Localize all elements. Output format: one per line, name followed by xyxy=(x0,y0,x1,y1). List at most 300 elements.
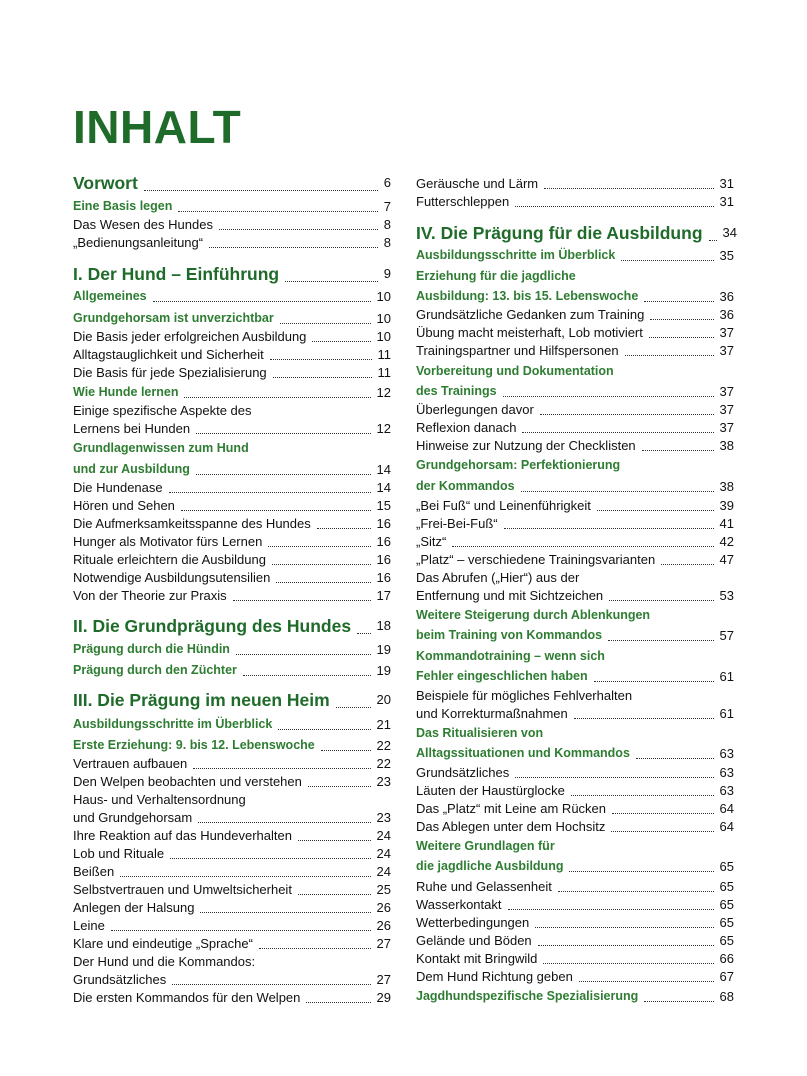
toc-page-number: 10 xyxy=(376,289,391,304)
dot-leader xyxy=(515,206,713,207)
dot-leader xyxy=(298,840,371,841)
dot-leader xyxy=(178,211,377,212)
toc-entry-title: Alltagssituationen und Kommandos xyxy=(416,746,630,760)
toc-page-number: 37 xyxy=(719,420,734,435)
dot-leader xyxy=(312,341,370,342)
toc-page-number: 42 xyxy=(719,534,734,549)
toc-entry[interactable] xyxy=(73,755,391,772)
dot-leader xyxy=(268,546,370,547)
dot-leader xyxy=(661,564,713,565)
toc-entry-title: und Grundgehorsam xyxy=(73,810,193,825)
toc-page-number: 14 xyxy=(376,480,391,495)
dot-leader xyxy=(233,600,371,601)
dot-leader xyxy=(200,912,370,913)
toc-page-number: 65 xyxy=(719,915,734,930)
toc-entry[interactable] xyxy=(416,764,734,781)
toc-page-number: 57 xyxy=(719,628,734,643)
toc-section-entry[interactable] xyxy=(73,440,391,457)
dot-leader xyxy=(538,945,714,946)
dot-leader xyxy=(169,492,371,493)
toc-chapter-entry[interactable] xyxy=(416,222,737,244)
toc-entry-title: Kommandotraining – wenn sich xyxy=(416,649,605,663)
dot-leader xyxy=(543,963,713,964)
toc-entry-title: Geräusche und Lärm xyxy=(416,176,539,191)
dot-leader xyxy=(574,718,714,719)
toc-page-number: 21 xyxy=(376,717,391,732)
dot-leader xyxy=(285,281,378,282)
dot-leader xyxy=(196,474,371,475)
toc-entry-title: Prägung durch die Hündin xyxy=(73,642,230,656)
toc-entry-title: Das Ablegen unter dem Hochsitz xyxy=(416,819,606,834)
dot-leader xyxy=(521,491,714,492)
toc-page-number: 24 xyxy=(376,846,391,861)
toc-section-entry[interactable] xyxy=(416,363,734,380)
toc-entry-title: des Trainings xyxy=(416,384,497,398)
toc-section-entry[interactable] xyxy=(73,310,391,327)
toc-entry[interactable] xyxy=(73,971,391,988)
dot-leader xyxy=(172,984,370,985)
dot-leader xyxy=(198,822,370,823)
toc-entry[interactable] xyxy=(416,950,734,967)
toc-page-number: 35 xyxy=(719,248,734,263)
dot-leader xyxy=(298,894,371,895)
toc-entry-title: Fehler eingeschlichen haben xyxy=(416,669,588,683)
dot-leader xyxy=(522,432,713,433)
toc-entry[interactable] xyxy=(416,818,734,835)
toc-section-entry[interactable] xyxy=(416,383,734,400)
dot-leader xyxy=(503,396,714,397)
toc-section-entry[interactable] xyxy=(73,641,391,658)
toc-entry[interactable] xyxy=(416,705,734,722)
toc-entry[interactable] xyxy=(73,364,391,381)
toc-entry-title: Hunger als Motivator fürs Lernen xyxy=(73,534,263,549)
dot-leader xyxy=(243,675,371,676)
toc-section-entry[interactable] xyxy=(416,988,734,1005)
dot-leader xyxy=(308,786,371,787)
toc-page-number: 24 xyxy=(376,864,391,879)
toc-entry-title: Der Hund und die Kommandos: xyxy=(73,954,256,969)
toc-entry[interactable] xyxy=(416,437,734,454)
toc-entry[interactable] xyxy=(73,497,391,514)
toc-chapter-entry[interactable] xyxy=(73,172,391,194)
toc-page-number: 19 xyxy=(376,663,391,678)
toc-entry-title: Alltagstauglichkeit und Sicherheit xyxy=(73,347,264,362)
toc-section-entry[interactable] xyxy=(416,627,734,644)
toc-entry-title: der Kommandos xyxy=(416,479,515,493)
toc-page-number: 65 xyxy=(719,859,734,874)
toc-page-number: 22 xyxy=(376,738,391,753)
toc-entry-title: Allgemeines xyxy=(73,289,147,303)
toc-entry[interactable] xyxy=(73,533,391,550)
toc-page-number: 29 xyxy=(376,990,391,1005)
toc-page-number: 16 xyxy=(376,516,391,531)
dot-leader xyxy=(193,768,370,769)
toc-entry[interactable] xyxy=(416,587,734,604)
toc-section-entry[interactable] xyxy=(73,384,391,401)
dot-leader xyxy=(597,510,714,511)
toc-page-number: 38 xyxy=(719,479,734,494)
toc-page-number: 16 xyxy=(376,570,391,585)
toc-page-number: 10 xyxy=(376,329,391,344)
dot-leader xyxy=(196,433,370,434)
toc-entry[interactable] xyxy=(73,935,391,952)
toc-entry[interactable] xyxy=(73,827,391,844)
toc-entry-title: „Sitz“ xyxy=(416,534,447,549)
toc-entry-title: Vorwort xyxy=(73,173,138,193)
toc-entry-title: Prägung durch den Züchter xyxy=(73,663,237,677)
toc-entry[interactable] xyxy=(73,773,391,790)
toc-entry-title: Das „Platz“ mit Leine am Rücken xyxy=(416,801,607,816)
dot-leader xyxy=(270,359,372,360)
toc-page-number: 23 xyxy=(376,774,391,789)
dot-leader xyxy=(642,450,714,451)
toc-entry[interactable] xyxy=(73,479,391,496)
toc-page-number: 26 xyxy=(376,918,391,933)
toc-entry[interactable] xyxy=(416,687,734,704)
toc-entry-title: Weitere Steigerung durch Ablenkungen xyxy=(416,608,651,622)
dot-leader xyxy=(120,876,370,877)
toc-entry-title: Notwendige Ausbildungsutensilien xyxy=(73,570,271,585)
toc-section-entry[interactable] xyxy=(416,247,734,264)
toc-entry-title: Einige spezifische Aspekte des xyxy=(73,403,252,418)
toc-entry-title: Überlegungen davor xyxy=(416,402,534,417)
toc-page-number: 65 xyxy=(719,897,734,912)
toc-page-number: 8 xyxy=(383,217,391,232)
toc-entry-title: Anlegen der Halsung xyxy=(73,900,195,915)
toc-entry[interactable] xyxy=(73,346,391,363)
toc-entry-title: Erste Erziehung: 9. bis 12. Lebenswoche xyxy=(73,738,315,752)
toc-page-number: 61 xyxy=(719,706,734,721)
toc-page-number: 36 xyxy=(719,307,734,322)
toc-page-number: 65 xyxy=(719,879,734,894)
toc-entry[interactable] xyxy=(416,800,734,817)
toc-section-entry[interactable] xyxy=(416,745,734,762)
dot-leader xyxy=(452,546,713,547)
dot-leader xyxy=(650,319,713,320)
toc-section-entry[interactable] xyxy=(416,607,734,624)
toc-entry[interactable] xyxy=(416,896,734,913)
toc-page-number: 27 xyxy=(376,972,391,987)
toc-entry-title: Läuten der Haustürglocke xyxy=(416,783,565,798)
toc-entry-title: Hören und Sehen xyxy=(73,498,175,513)
dot-leader xyxy=(594,681,714,682)
toc-entry[interactable] xyxy=(73,809,391,826)
toc-page-number: 68 xyxy=(719,989,734,1004)
toc-entry[interactable] xyxy=(73,587,391,604)
toc-page-number: 64 xyxy=(719,801,734,816)
toc-entry-title: Eine Basis legen xyxy=(73,199,173,213)
toc-page-number: 65 xyxy=(719,933,734,948)
toc-section-entry[interactable] xyxy=(416,838,734,855)
dot-leader xyxy=(259,948,371,949)
dot-leader xyxy=(621,260,713,261)
toc-page-number: 16 xyxy=(376,552,391,567)
dot-leader xyxy=(611,831,713,832)
toc-entry-title: Hinweise zur Nutzung der Checklisten xyxy=(416,438,636,453)
toc-page-number: 36 xyxy=(719,289,734,304)
toc-page-number: 25 xyxy=(376,882,391,897)
toc-entry-title: Reflexion danach xyxy=(416,420,517,435)
toc-entry[interactable] xyxy=(416,175,734,192)
dot-leader xyxy=(209,247,378,248)
toc-entry[interactable] xyxy=(416,932,734,949)
toc-page-number: 64 xyxy=(719,819,734,834)
toc-entry-title: Vorbereitung und Dokumentation xyxy=(416,364,614,378)
toc-section-entry[interactable] xyxy=(416,457,734,474)
toc-entry[interactable] xyxy=(73,551,391,568)
toc-entry[interactable] xyxy=(73,917,391,934)
toc-page-number: 34 xyxy=(722,225,737,240)
toc-entry[interactable] xyxy=(73,863,391,880)
toc-entry[interactable] xyxy=(73,899,391,916)
toc-entry-title: Beispiele für mögliches Fehlverhalten xyxy=(416,688,633,703)
toc-entry[interactable] xyxy=(73,953,391,970)
toc-entry[interactable] xyxy=(73,234,391,251)
toc-entry[interactable] xyxy=(73,216,391,233)
toc-entry-title: Das Abrufen („Hier“) aus der xyxy=(416,570,580,585)
dot-leader xyxy=(153,301,371,302)
toc-entry-title: Grundlagenwissen zum Hund xyxy=(73,441,249,455)
toc-entry-title: Beißen xyxy=(73,864,115,879)
toc-entry-title: „Platz“ – verschiedene Trainingsvarianten xyxy=(416,552,656,567)
toc-page-number: 37 xyxy=(719,325,734,340)
dot-leader xyxy=(571,795,714,796)
toc-entry[interactable] xyxy=(73,420,391,437)
toc-entry-title: Haus- und Verhaltensordnung xyxy=(73,792,246,807)
toc-entry-title: Ruhe und Gelassenheit xyxy=(416,879,552,894)
toc-chapter-entry[interactable] xyxy=(73,615,391,637)
toc-page-number: 12 xyxy=(376,421,391,436)
toc-entry-title: Vertrauen aufbauen xyxy=(73,756,188,771)
toc-page-number: 37 xyxy=(719,402,734,417)
toc-entry-title: I. Der Hund – Einführung xyxy=(73,264,280,284)
toc-entry[interactable] xyxy=(416,569,734,586)
dot-leader xyxy=(170,858,370,859)
toc-entry-title: Die Aufmerksamkeitsspanne des Hundes xyxy=(73,516,311,531)
dot-leader xyxy=(144,190,378,191)
toc-entry-title: Rituale erleichtern die Ausbildung xyxy=(73,552,266,567)
toc-entry[interactable] xyxy=(416,968,734,985)
toc-entry[interactable] xyxy=(416,306,734,323)
toc-entry[interactable] xyxy=(73,402,391,419)
dot-leader xyxy=(609,600,713,601)
toc-section-entry[interactable] xyxy=(416,288,734,305)
toc-entry[interactable] xyxy=(73,328,391,345)
dot-leader xyxy=(181,510,371,511)
toc-entry-title: Wetterbedingungen xyxy=(416,915,530,930)
toc-page-number: 61 xyxy=(719,669,734,684)
dot-leader xyxy=(184,397,370,398)
toc-entry[interactable] xyxy=(73,845,391,862)
toc-entry-title: Die Basis jeder erfolgreichen Ausbildung xyxy=(73,329,307,344)
dot-leader xyxy=(558,891,714,892)
toc-page-number: 7 xyxy=(383,199,391,214)
toc-page-number: 6 xyxy=(383,175,391,190)
toc-chapter-entry[interactable] xyxy=(73,263,391,285)
dot-leader xyxy=(644,1001,713,1002)
toc-page-number: 20 xyxy=(376,692,391,707)
toc-page-number: 38 xyxy=(719,438,734,453)
dot-leader xyxy=(569,871,713,872)
dot-leader xyxy=(540,414,714,415)
dot-leader xyxy=(306,1002,370,1003)
toc-entry-title: Lob und Rituale xyxy=(73,846,165,861)
toc-page-number: 14 xyxy=(376,462,391,477)
dot-leader xyxy=(273,377,372,378)
toc-entry-title: Wie Hunde lernen xyxy=(73,385,179,399)
toc-entry-title: Ausbildung: 13. bis 15. Lebenswoche xyxy=(416,289,639,303)
toc-entry-title: und Korrekturmaßnahmen xyxy=(416,706,568,721)
toc-page-number: 16 xyxy=(376,534,391,549)
dot-leader xyxy=(636,758,714,759)
toc-entry-title: Den Welpen beobachten und verstehen xyxy=(73,774,302,789)
toc-page-number: 41 xyxy=(719,516,734,531)
dot-leader xyxy=(357,633,370,634)
toc-page-number: 9 xyxy=(383,266,391,281)
toc-chapter-entry[interactable] xyxy=(73,689,391,711)
toc-section-entry[interactable] xyxy=(416,478,734,495)
toc-section-entry[interactable] xyxy=(73,288,391,305)
toc-entry[interactable] xyxy=(416,419,734,436)
dot-leader xyxy=(644,301,713,302)
toc-entry[interactable] xyxy=(416,324,734,341)
toc-entry[interactable] xyxy=(73,989,391,1006)
toc-page-number: 37 xyxy=(719,343,734,358)
toc-section-entry[interactable] xyxy=(416,725,734,742)
toc-page-number: 37 xyxy=(719,384,734,399)
toc-page-number: 18 xyxy=(376,618,391,633)
toc-entry-title: „Frei-Bei-Fuß“ xyxy=(416,516,498,531)
toc-entry-title: II. Die Grundprägung des Hundes xyxy=(73,616,352,636)
dot-leader xyxy=(272,564,371,565)
toc-page-number: 19 xyxy=(376,642,391,657)
dot-leader xyxy=(535,927,713,928)
toc-entry-title: Entfernung und mit Sichtzeichen xyxy=(416,588,604,603)
toc-entry[interactable] xyxy=(73,569,391,586)
toc-entry-title: Jagdhundspezifische Spezialisierung xyxy=(416,989,639,1003)
toc-entry[interactable] xyxy=(73,791,391,808)
toc-entry-title: Klare und eindeutige „Sprache“ xyxy=(73,936,253,951)
dot-leader xyxy=(236,654,371,655)
toc-page-number: 31 xyxy=(719,194,734,209)
toc-entry-title: Dem Hund Richtung geben xyxy=(416,969,573,984)
toc-section-entry[interactable] xyxy=(416,648,734,665)
toc-entry-title: „Bei Fuß“ und Leinenführigkeit xyxy=(416,498,591,513)
toc-page-number: 66 xyxy=(719,951,734,966)
dot-leader xyxy=(579,981,714,982)
dot-leader xyxy=(709,240,717,241)
toc-entry[interactable] xyxy=(416,515,734,532)
toc-section-entry[interactable] xyxy=(73,737,391,754)
toc-entry-title: Selbstvertrauen und Umweltsicherheit xyxy=(73,882,292,897)
toc-entry-title: Die Basis für jede Spezialisierung xyxy=(73,365,267,380)
dot-leader xyxy=(336,707,371,708)
toc-section-entry[interactable] xyxy=(416,858,734,875)
toc-section-entry[interactable] xyxy=(73,461,391,478)
toc-page-number: 63 xyxy=(719,765,734,780)
toc-entry-title: Grundsätzliches xyxy=(73,972,167,987)
toc-entry[interactable] xyxy=(416,914,734,931)
toc-section-entry[interactable] xyxy=(73,716,391,733)
dot-leader xyxy=(276,582,370,583)
page-title: INHALT xyxy=(73,101,242,153)
dot-leader xyxy=(317,528,371,529)
toc-page-number: 47 xyxy=(719,552,734,567)
dot-leader xyxy=(280,323,371,324)
toc-page-number: 11 xyxy=(377,347,391,362)
toc-entry-title: Erziehung für die jagdliche xyxy=(416,269,576,283)
dot-leader xyxy=(515,777,713,778)
toc-entry-title: Das Ritualisieren von xyxy=(416,726,544,740)
dot-leader xyxy=(608,640,713,641)
toc-entry-title: Die ersten Kommandos für den Welpen xyxy=(73,990,301,1005)
dot-leader xyxy=(111,930,371,931)
toc-entry-title: beim Training von Kommandos xyxy=(416,628,603,642)
dot-leader xyxy=(321,750,371,751)
toc-entry-title: Das Wesen des Hundes xyxy=(73,217,213,232)
toc-entry-title: Ausbildungsschritte im Überblick xyxy=(73,717,273,731)
toc-entry-title: und zur Ausbildung xyxy=(73,462,190,476)
toc-entry[interactable] xyxy=(416,401,734,418)
toc-entry-title: III. Die Prägung im neuen Heim xyxy=(73,690,330,710)
dot-leader xyxy=(625,355,714,356)
toc-entry-title: Futterschleppen xyxy=(416,194,510,209)
toc-page-number: 8 xyxy=(383,235,391,250)
toc-entry-title: Grundgehorsam ist unverzichtbar xyxy=(73,311,274,325)
toc-entry-title: Grundgehorsam: Perfektionierung xyxy=(416,458,621,472)
toc-entry[interactable] xyxy=(416,782,734,799)
dot-leader xyxy=(278,729,370,730)
dot-leader xyxy=(544,188,713,189)
toc-section-entry[interactable] xyxy=(416,668,734,685)
toc-entry-title: Grundsätzliche Gedanken zum Training xyxy=(416,307,645,322)
toc-page-number: 27 xyxy=(376,936,391,951)
toc-entry-title: Ausbildungsschritte im Überblick xyxy=(416,248,616,262)
toc-entry-title: Grundsätzliches xyxy=(416,765,510,780)
toc-entry-title: Lernens bei Hunden xyxy=(73,421,191,436)
toc-page-number: 26 xyxy=(376,900,391,915)
toc-entry[interactable] xyxy=(416,551,734,568)
toc-page-number: 12 xyxy=(376,385,391,400)
toc-page-number: 23 xyxy=(376,810,391,825)
toc-section-entry[interactable] xyxy=(73,662,391,679)
toc-entry-title: IV. Die Prägung für die Ausbildung xyxy=(416,223,703,243)
toc-entry[interactable] xyxy=(73,515,391,532)
toc-page-number: 24 xyxy=(376,828,391,843)
toc-section-entry[interactable] xyxy=(416,268,734,285)
toc-page-number: 17 xyxy=(376,588,391,603)
toc-entry[interactable] xyxy=(73,881,391,898)
toc-page-number: 31 xyxy=(719,176,734,191)
toc-page-number: 11 xyxy=(377,365,391,380)
toc-entry-title: Die Hundenase xyxy=(73,480,163,495)
toc-entry[interactable] xyxy=(416,193,734,210)
toc-entry-title: Leine xyxy=(73,918,105,933)
toc-page-number: 63 xyxy=(719,783,734,798)
toc-section-entry[interactable] xyxy=(73,198,391,215)
toc-entry[interactable] xyxy=(416,342,734,359)
toc-entry-title: Weitere Grundlagen für xyxy=(416,839,555,853)
toc-page-number: 63 xyxy=(719,746,734,761)
toc-page-number: 15 xyxy=(376,498,391,513)
toc-entry[interactable] xyxy=(416,497,734,514)
toc-entry[interactable] xyxy=(416,533,734,550)
dot-leader xyxy=(219,229,378,230)
toc-page-number: 22 xyxy=(376,756,391,771)
toc-entry-title: Trainingspartner und Hilfspersonen xyxy=(416,343,619,358)
toc-entry[interactable] xyxy=(416,878,734,895)
dot-leader xyxy=(508,909,714,910)
